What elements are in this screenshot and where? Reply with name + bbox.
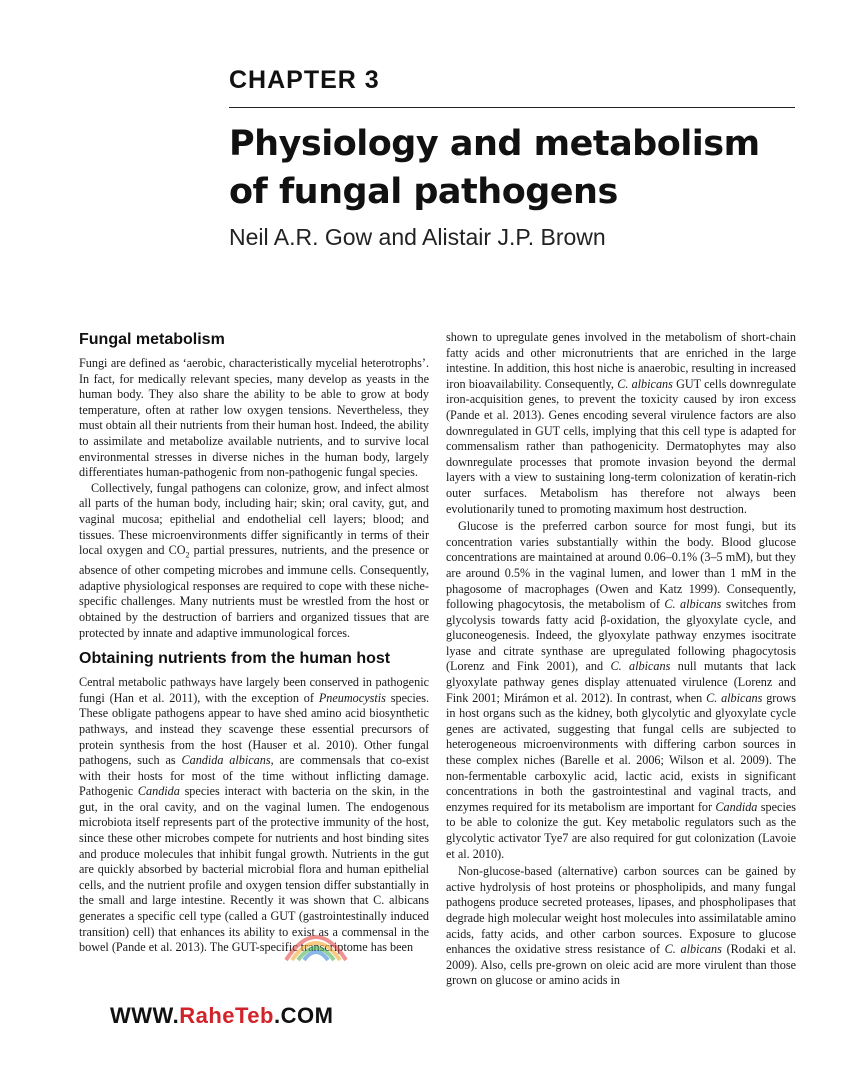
paragraph: Glucose is the preferred carbon source for most fungi, but its concentration varies substantially within the body. Blood glucose concentrations are maintained at around 0.06–0.1% (3–5 mM), but they are around 0.5% in the vaginal lumen, and lower than 1 mM in the phagosome of macrophages (Owen and Katz 1999). Consequently, following phagocytosis, the metabolism of C. albicans switches from glycolysis towards fatty acid β-oxidation, the glyoxylate cycle, and gluconeogenesis. Indeed, the glyoxylate pathway enzymes isocitrate lyase and citrate synthase are upregulated following phagocytosis (Lorenz and Fink 2001), and C. albicans null mutants that lack glyoxylate pathway genes display attenuated virulence (Lorenz and Fink 2001; Mirámon et al. 2012). In contrast, when C. albicans grows in host organs such as the kidney, both glycolytic and glyoxylate cycle genes are activated, suggesting that fungal cells are subjected to heterogeneous microenvironments with differing carbon sources in these complex niches (Barelle et al. 2006; Wilson et al. 2009). The non-fermentable carboxylic acid, lactic acid, exists in significant concentrations in both the gastrointestinal and vaginal tracts, and enzymes required for its metabolism are important for Candida species to be able to colonize the gut. Key metabolic regulators such as the glycolytic activator Tye7 are also required for gut colonization (Lavoie et al. 2010). xyxy=(446,519,796,861)
authors: Neil A.R. Gow and Alistair J.P. Brown xyxy=(229,224,606,250)
watermark-url: WWW.RaheTeb.COM xyxy=(110,1003,334,1028)
section-heading-fungal-metabolism: Fungal metabolism xyxy=(79,331,225,348)
left-column xyxy=(79,330,429,956)
chapter-title xyxy=(229,120,795,216)
paragraph: Non-glucose-based (alternative) carbon sources can be gained by active hydrolysis of host proteins or phospholipids, and many fungal pathogens produce secreted proteases, lipases, and phospholipases that degrade high molecular weight host molecules into assimilatable amino acids, fatty acids, and other carbon sources. Exposure to glucose enhances the oxidative stress resistance of C. albicans (Rodaki et al. 2009). Also, cells pre-grown on oleic acid are more virulent than those grown on glucose or amino acids in xyxy=(446,864,796,988)
header-rule xyxy=(229,107,795,108)
paragraph: Fungi are defined as ‘aerobic, characteristically mycelial heterotrophs’. In fact, for medically relevant species, many develop as yeasts in the human body. They also share the ability to be able to grow at body temperature, often at rather low oxygen tensions. Nevertheless, they must obtain all their nutrients from their human host. Indeed, the ability to assimilate and metabolize available nutrients, and to survive local environmental stresses in diverse niches in the human body, largely differentiates human-pathogenic from non-pathogenic fungal species. xyxy=(79,356,429,480)
paragraph: Collectively, fungal pathogens can colonize, grow, and infect almost all parts of the human body, including hair; skin; oral cavity, gut, and vaginal mucosa; epithelial and endothelial cell layers; blood; and tissues. These microenvironments differ significantly in terms of their local oxygen and $CO_2$ partial pressures, nutrients, and the presence or absence of other competing microbes and immune cells. Consequently, adaptive physiological responses are required to cope with these niche-specific challenges. Many nutrients must be wrestled from the host or obtained by the destruction of barriers and organized tissues that are protected by innate and adaptive immunological forces. xyxy=(79,480,429,640)
section-heading-obtaining-nutrients: Obtaining nutrients from the human host xyxy=(79,650,391,668)
right-column xyxy=(446,330,796,989)
title-line-1: Physiology and metabolism xyxy=(229,124,760,164)
chapter-label: CHAPTER 3 xyxy=(229,66,380,94)
title-line-2: of fungal pathogens xyxy=(229,172,618,212)
paragraph: shown to upregulate genes involved in the metabolism of short-chain fatty acids and other micronutrients that are enriched in the large intestine. In addition, this host niche is anaerobic, resulting in increased iron bioavailability. Consequently, C. albicans GUT cells downregulate iron-acquisition genes, to prevent the toxicity caused by iron excess (Pande et al. 2013). Genes encoding several virulence factors are also downregulated in GUT cells, implying that this cell type is adapted for commensalism rather than pathogenicity. Dermatophytes may also downregulate processes that promote invasion beyond the dermal layers with a view to sustaining long-term colonization of keratin-rich outer surfaces. Metabolism has therefore not always been evolutionarily tuned to promoting maximum host destruction. xyxy=(446,330,796,516)
paragraph: Central metabolic pathways have largely been conserved in pathogenic fungi (Han et al. 2011), with the exception of Pneumocystis species. These obligate pathogens appear to have shed amino acid biosynthetic pathways, and instead they scavenge these essential precursors of protein synthesis from the host (Hauser et al. 2010). Other fungal pathogens, such as Candida albicans, are commensals that co-exist with their hosts for most of the time without inflicting damage. Pathogenic Candida species interact with bacteria on the skin, in the gut, in the oral cavity, and on the vaginal lumen. The endogenous microbiota itself represents part of the protective immunity of the host, since these other microbes compete for nutrients and host binding sites and produce molecules that inhibit fungal growth. Nutrients in the gut are quickly absorbed by bacterial microbial flora and human epithelial cells, and the nutrient profile and oxygen tension differ substantially in the small and large intestine. Recently it was shown that C. albicans generates a specific cell type (called a GUT (gastrointestinally induced transition) cell) that enhances its ability to exist as a commensal in the bowel (Pande et al. 2013). The GUT-specific transcriptome has been xyxy=(79,675,430,955)
